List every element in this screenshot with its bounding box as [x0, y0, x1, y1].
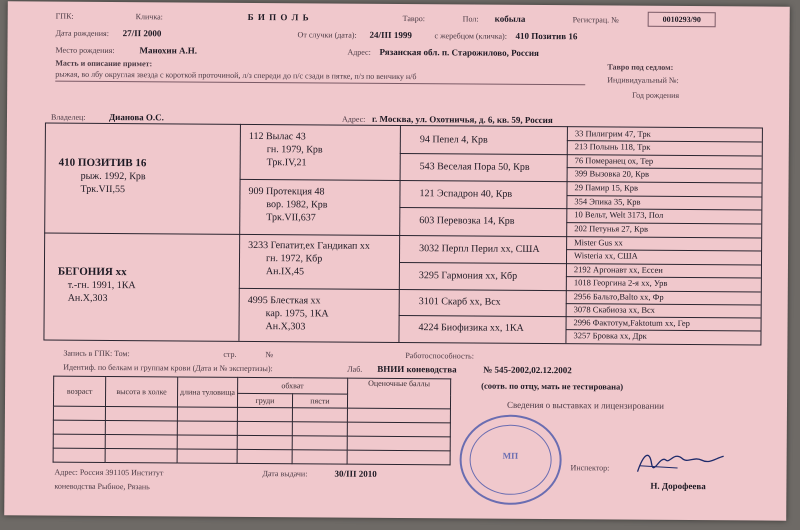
height-header: высота в холке: [106, 376, 178, 406]
mating-date: 24/III 1999: [369, 29, 412, 41]
grandparent-cell: [248, 185, 327, 225]
birthplace-label: Место рождения:: [55, 45, 115, 56]
dob-value: 27/II 2000: [122, 28, 162, 39]
issue-date-label: Дата выдачи:: [262, 469, 308, 479]
sex-value: кобыла: [494, 13, 526, 24]
institute-address-2: коневодства Рыбное, Рязань: [54, 481, 150, 492]
issue-date: 30/III 2010: [334, 468, 377, 479]
ident-label: Идентиф. по белкам и группам крови (Дата и № экспертизы):: [63, 362, 273, 374]
grandparent-info: гн. 1979, Крв: [266, 144, 323, 156]
sire-cell: [58, 157, 146, 197]
mating-label: От случки (дата):: [297, 30, 357, 40]
age-header: возраст: [53, 376, 105, 406]
institute-address-1: Адрес: Россия 391105 Институт: [54, 467, 164, 478]
gpk-label: ГПК:: [55, 11, 74, 21]
grandparent-rating: Трк.IV,21: [266, 157, 307, 169]
stallion-label: с жеребцом (кличка):: [434, 31, 507, 41]
lab-label: Лаб.: [347, 364, 363, 374]
girth-header: обхват: [238, 377, 348, 394]
inspector-name: Н. Дорофеева: [650, 480, 706, 492]
grandparent-info: вор. 1982, Крв: [266, 199, 328, 211]
color-label: Масть и описание примет:: [55, 58, 153, 69]
lab-number: № 545-2002,02.12.2002: [483, 364, 572, 376]
inspector-label: Инспектор:: [570, 463, 610, 473]
color-description: рыжая, во лбу округлая звезда с короткой проточиной, л/з спереди до п/с сзади в пятке, п/з по венчику н/б: [55, 69, 417, 82]
gen4-cell: 10 Вельт, Welt 3173, Пол: [574, 209, 664, 220]
shows-label: Сведения о выставках и лицензировании: [506, 399, 664, 411]
gen4-cell: 33 Пилигрим 47, Трк: [574, 128, 651, 139]
pedigree-certificate: [4, 1, 790, 520]
owner-label: Владелец:: [50, 112, 86, 122]
score-header: Оценочные баллы: [347, 378, 450, 409]
gen4-cell: 1018 Георгина 2-я хх, Урв: [573, 277, 668, 288]
horse-name: Б И П О Л Ь: [247, 11, 310, 23]
individual-number-label: Индивидуальный №:: [607, 75, 679, 85]
gen3-cell: 4224 Биофизика хх, 1КА: [418, 322, 524, 334]
table-row: [53, 448, 450, 465]
birthplace-value: Манохин А.Н.: [139, 45, 198, 56]
address-value: Рязанская обл. п. Старожилово, Россия: [379, 46, 539, 58]
stallion-value: 410 Позитив 16: [515, 30, 578, 42]
birth-year-label: Год рождения: [632, 90, 680, 100]
gen4-cell: 76 Померанец ох, Тер: [574, 155, 654, 166]
grandparent-name: 4995 Блесткая хх: [247, 294, 321, 307]
dam-name: БЕГОНИЯ хх: [57, 265, 127, 279]
length-header: длина туловища: [177, 377, 237, 407]
owner-address: г. Москва, ул. Охотничья, д. 6, кв. 59, Россия: [371, 113, 553, 126]
gen4-cell: 3257 Бровка хх, Дрк: [573, 330, 647, 341]
lab-name: ВНИИ коневодства: [377, 363, 457, 375]
grandparent-rating: Ан.IX,45: [265, 266, 305, 278]
gen3-cell: 94 Пепел 4, Крв: [419, 134, 488, 146]
gen4-cell: Wisteria хх, США: [574, 250, 638, 261]
address-label: Адрес:: [347, 47, 371, 57]
sire-name: 410 ПОЗИТИВ 16: [58, 156, 147, 170]
gen4-cell: 202 Петунья 27, Крв: [574, 223, 649, 234]
grandparent-cell: [248, 239, 370, 279]
grandparent-info: гн. 1972, Кбр: [265, 253, 323, 265]
grandparent-name: 112 Вылас 43: [248, 130, 306, 143]
owner-address-label: Адрес:: [341, 114, 366, 124]
nickname-label: Кличка:: [135, 12, 163, 22]
gpk-record-label: Запись в ГПК: Том:: [63, 348, 130, 359]
gen3-cell: 3295 Гармония хх, Кбр: [418, 270, 518, 282]
dam-info: т.-гн. 1991, 1КА: [67, 279, 136, 292]
sire-info: рыж. 1992, Крв: [80, 170, 146, 183]
stamp-text: МП: [502, 450, 519, 461]
grandparent-name: 909 Протекция 48: [248, 185, 325, 198]
brand-label: Тавро:: [402, 14, 425, 24]
gen3-cell: 3101 Скарб хх, Всх: [418, 296, 501, 308]
brand-under-saddle-label: Тавро под седлом:: [607, 62, 674, 72]
inspector-signature: [629, 446, 729, 481]
gen3-cell: 603 Перевозка 14, Крв: [419, 215, 515, 227]
sire-rating: Трк.VII,55: [80, 183, 125, 196]
chest-header: груди: [237, 393, 292, 407]
gen4-cell: 2996 Фактотум,Faktotum хх, Гер: [573, 317, 690, 329]
pedigree-table: [43, 123, 765, 350]
dam-rating: Ан.X,303: [67, 292, 108, 304]
register-number: 0010293/90: [648, 12, 716, 27]
dam-cell: [58, 266, 136, 306]
gen4-cell: 2956 Бальто,Balto хх, Фр: [573, 291, 664, 302]
dob-label: Дата рождения:: [55, 28, 109, 38]
gen4-cell: 399 Вызовка 20, Крв: [574, 168, 650, 179]
grandparent-rating: Трк.VII,637: [266, 212, 316, 224]
gen4-cell: Mister Gus хх: [574, 237, 623, 248]
page-label: стр.: [223, 349, 237, 359]
grandparent-cell: [249, 130, 323, 170]
grandparent-info: кар. 1975, 1КА: [265, 308, 329, 320]
grandparent-rating: Ан.X,303: [265, 321, 306, 333]
grandparent-cell: [247, 294, 328, 334]
measurements-table: [53, 376, 452, 466]
metacarpus-header: пясти: [292, 394, 347, 408]
gen3-cell: 543 Веселая Пора 50, Крв: [419, 161, 530, 173]
gen4-cell: 354 Эпика 35, Крв: [574, 196, 641, 207]
gen4-cell: 2192 Аргонавт хх, Ессен: [573, 264, 663, 275]
grandparent-name: 3233 Гепатит,ех Гандикап хх: [248, 239, 370, 252]
sex-label: Пол:: [462, 14, 479, 24]
gen3-cell: 3032 Перпл Перил хх, США: [419, 243, 540, 255]
divider: [55, 81, 585, 86]
gen3-cell: 121 Эспадрон 40, Крв: [419, 188, 513, 200]
official-stamp: [459, 414, 562, 505]
register-label: Регистрац. №: [572, 15, 619, 25]
number-label: №: [265, 350, 274, 360]
gen4-cell: 3078 Скабиоза хх, Всх: [573, 304, 655, 315]
workability-label: Работоспособность:: [405, 351, 474, 361]
gen4-cell: 213 Полынь 118, Трк: [574, 141, 651, 152]
lab-note: (соотв. по отцу, мать не тестирована): [481, 380, 624, 392]
owner-name: Дианова О.С.: [108, 111, 164, 123]
gen4-cell: 29 Памир 15, Крв: [574, 182, 639, 193]
